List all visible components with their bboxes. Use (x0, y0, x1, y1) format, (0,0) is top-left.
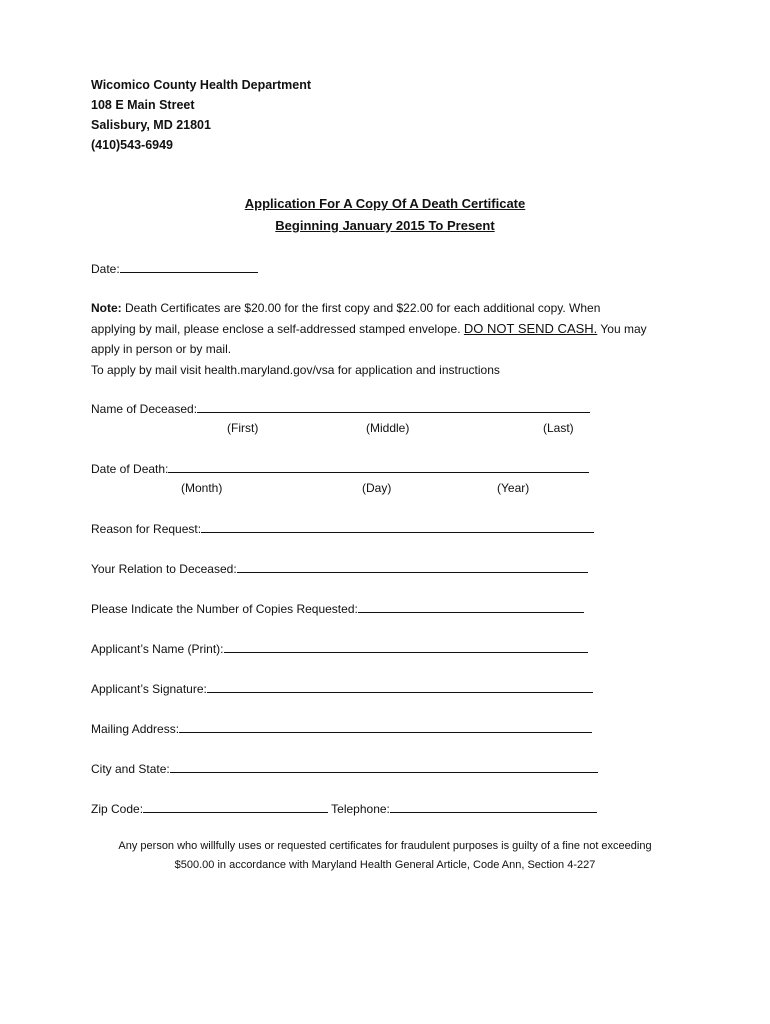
city-state-field[interactable] (170, 760, 598, 773)
phone-number: (410)543-6949 (91, 138, 174, 152)
department-address (91, 75, 311, 155)
date-label: Date: (91, 262, 120, 276)
date-of-death-label: Date of Death: (91, 462, 169, 476)
department-name: Wicomico County Health Department (91, 78, 312, 92)
zip-telephone-row (91, 800, 597, 816)
relation-label: Your Relation to Deceased: (91, 562, 237, 576)
applicant-name-label: Applicant’s Name (Print): (91, 642, 224, 656)
signature-label: Applicant’s Signature: (91, 682, 207, 696)
signature-field[interactable] (207, 680, 593, 693)
first-name-caption: (First) (227, 421, 259, 435)
mailing-address-row (91, 720, 592, 736)
reason-label: Reason for Request: (91, 522, 202, 536)
date-of-death-field[interactable] (168, 460, 589, 473)
city-zip: Salisbury, MD 21801 (91, 118, 211, 132)
form-title: Application For A Copy Of A Death Certificate (244, 196, 526, 211)
relation-field[interactable] (237, 560, 588, 573)
last-name-caption: (Last) (543, 421, 574, 435)
telephone-label: Telephone: (331, 802, 390, 816)
form-subtitle: Beginning January 2015 To Present (275, 218, 495, 233)
name-deceased-row (91, 400, 590, 416)
note-label: Note: (91, 301, 122, 315)
month-caption: (Month) (181, 481, 223, 495)
note-paragraph (91, 298, 671, 380)
note-line3: apply in person or by mail. (91, 342, 232, 356)
reason-field[interactable] (201, 520, 594, 533)
copies-row (91, 600, 584, 616)
middle-name-caption: (Middle) (366, 421, 410, 435)
note-line1: Death Certificates are $20.00 for the first copy and $22.00 for each additional copy. When (121, 301, 601, 315)
date-field[interactable] (120, 260, 258, 273)
relation-row (91, 560, 588, 576)
year-caption: (Year) (497, 481, 530, 495)
fraud-warning-line1: Any person who willfully uses or requested certificates for fraudulent purposes is guilty of a fine not exceeding (118, 840, 652, 852)
zip-label: Zip Code: (91, 802, 144, 816)
applicant-name-row (91, 640, 588, 656)
name-deceased-field[interactable] (197, 400, 590, 413)
city-state-row (91, 760, 598, 776)
fraud-warning-line2: $500.00 in accordance with Maryland Health General Article, Code Ann, Section 4-227 (174, 859, 596, 871)
do-not-send-cash: DO NOT SEND CASH. (463, 320, 598, 336)
mailing-address-field[interactable] (179, 720, 592, 733)
note-line4: To apply by mail visit health.maryland.gov/vsa for application and instructions (91, 362, 500, 377)
date-of-death-row (91, 460, 589, 476)
city-state-label: City and State: (91, 762, 170, 776)
mailing-address-label: Mailing Address: (91, 722, 180, 736)
copies-field[interactable] (358, 600, 584, 613)
zip-field[interactable] (143, 800, 328, 813)
note-line2-end: You may (597, 321, 647, 336)
telephone-field[interactable] (390, 800, 597, 813)
applicant-name-field[interactable] (224, 640, 588, 653)
copies-label: Please Indicate the Number of Copies Requested: (91, 602, 358, 616)
day-caption: (Day) (362, 481, 392, 495)
signature-row (91, 680, 593, 696)
street-address: 108 E Main Street (91, 98, 195, 112)
name-deceased-label: Name of Deceased: (91, 402, 198, 416)
note-line2: applying by mail, please enclose a self-addressed stamped envelope. (91, 321, 464, 336)
reason-row (91, 520, 594, 536)
date-row (91, 260, 258, 276)
